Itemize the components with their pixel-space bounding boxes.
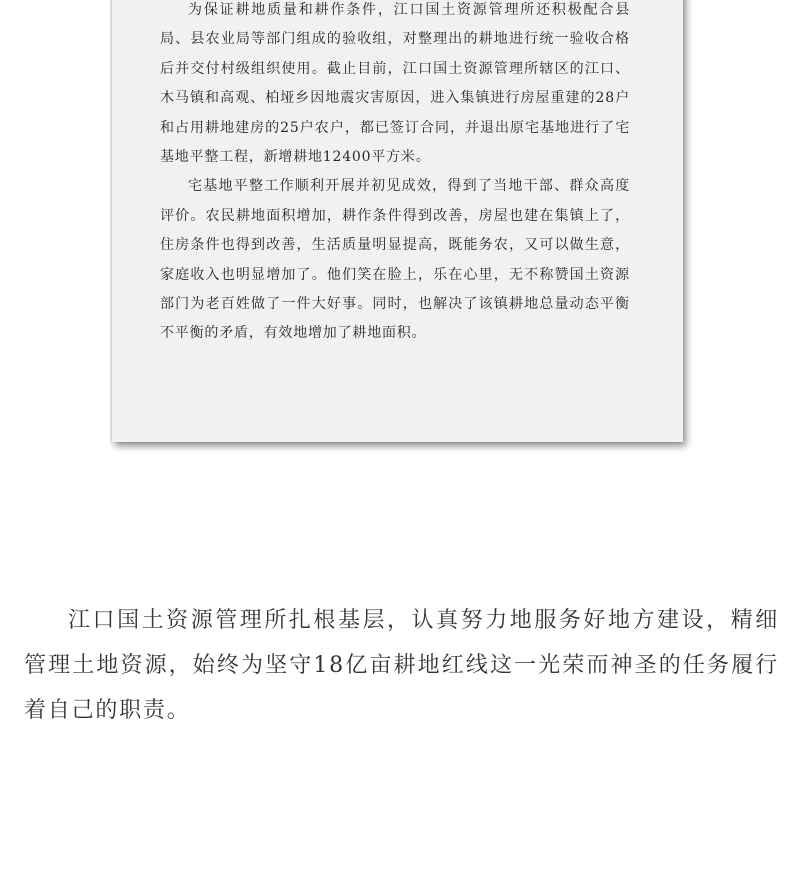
article-body	[24, 598, 779, 733]
document-page-text	[160, 0, 630, 349]
document-paragraph: 宅基地平整工作顺利开展并初见成效，得到了当地干部、群众高度评价。农民耕地面积增加，耕作条件得到改善，房屋也建在集镇上了，住房条件也得到改善，生活质量明显提高，既能务农，又可以做生意，家庭收入也明显增加了。他们笑在脸上，乐在心里，无不称赞国土资源部门为老百姓做了一件大好事。同时，也解决了该镇耕地总量动态平衡不平衡的矛盾，有效地增加了耕地面积。	[160, 178, 630, 342]
document-page-image	[112, 0, 683, 442]
document-paragraph: 为保证耕地质量和耕作条件，江口国土资源管理所还积极配合县局、县农业局等部门组成的验收组，对整理出的耕地进行统一验收合格后并交付村级组织使用。截止目前，江口国土资源管理所辖区的江口、木马镇和高观、柏垭乡因地震灾害原因，进入集镇进行房屋重建的28户和占用耕地建房的25户农户，都已签订合同，并退出原宅基地进行了宅基地平整工程，新增耕地12400平方米。	[160, 2, 630, 166]
article-paragraph: 江口国土资源管理所扎根基层，认真努力地服务好地方建设，精细管理土地资源，始终为坚守18亿亩耕地红线这一光荣而神圣的任务履行着自己的职责。	[24, 608, 779, 723]
